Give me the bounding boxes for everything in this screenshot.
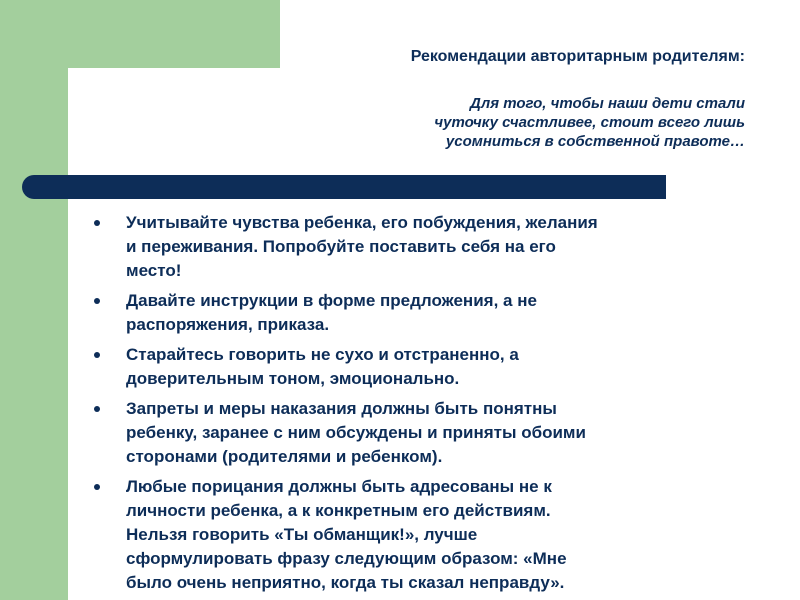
bullet-icon (94, 352, 100, 358)
subtitle-line: чуточку счастливее, стоит всего лишь (434, 114, 745, 131)
item-line: и переживания. Попробуйте поставить себя на его (126, 237, 556, 256)
green-top-band (0, 0, 280, 68)
item-line: Давайте инструкции в форме предложения, а не (126, 291, 537, 310)
list-item (92, 211, 760, 283)
item-line: личности ребенка, а к конкретным его действиям. (126, 501, 551, 520)
item-line: распоряжения, приказа. (126, 315, 330, 334)
item-line: Учитывайте чувства ребенка, его побуждения, желания (126, 213, 598, 232)
item-line: было очень неприятно, когда ты сказал неправду». (126, 573, 565, 592)
item-line: место! (126, 261, 182, 280)
subtitle-line: усомниться в собственной правоте… (445, 133, 745, 150)
item-line: доверительным тоном, эмоционально. (126, 369, 460, 388)
title-divider-bar (22, 175, 666, 199)
list-item (92, 343, 760, 391)
item-line: Нельзя говорить «Ты обманщик!», лучше (126, 525, 478, 544)
bullet-icon (94, 220, 100, 226)
green-left-band (0, 0, 68, 600)
recommendations-list (92, 211, 760, 600)
item-line: сформулировать фразу следующим образом: «Мне (126, 549, 567, 568)
list-item (92, 475, 760, 595)
slide-subtitle (300, 94, 745, 151)
item-line: сторонами (родителями и ребенком). (126, 447, 443, 466)
item-line: Старайтесь говорить не сухо и отстраненно, а (126, 345, 519, 364)
bullet-icon (94, 298, 100, 304)
list-item (92, 397, 760, 469)
item-line: ребенку, заранее с ним обсуждены и приняты обоими (126, 423, 586, 442)
subtitle-line: Для того, чтобы наши дети стали (470, 95, 745, 112)
bullet-icon (94, 406, 100, 412)
list-item (92, 289, 760, 337)
item-line: Любые порицания должны быть адресованы не к (126, 477, 552, 496)
slide-title: Рекомендации авторитарным родителям: (410, 48, 745, 65)
item-line: Запреты и меры наказания должны быть понятны (126, 399, 557, 418)
bullet-icon (94, 484, 100, 490)
